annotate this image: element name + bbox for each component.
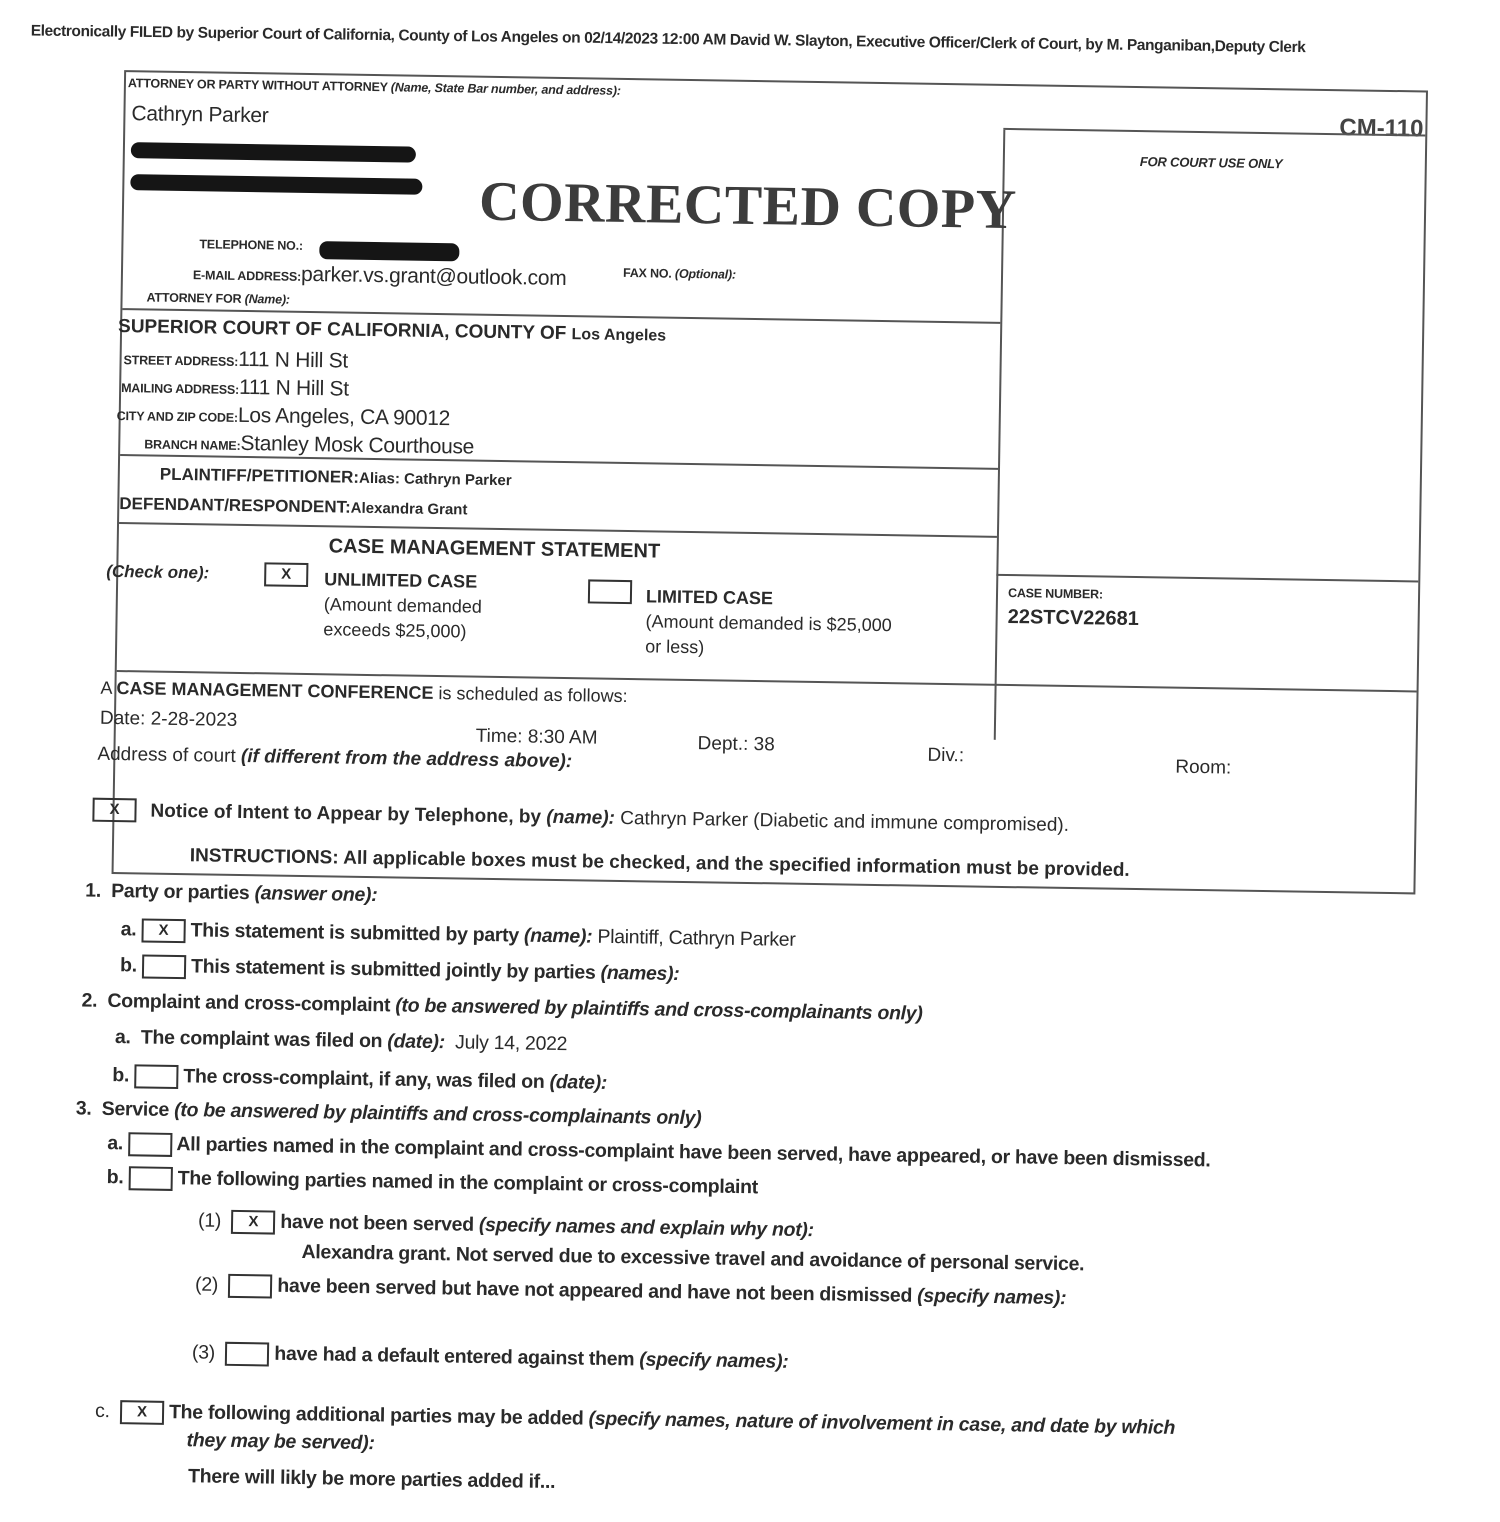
form-number: CM-110 [1339,114,1424,143]
unlimited-case-checkbox[interactable]: X [264,562,308,587]
complaint-filed-date: July 14, 2022 [454,1031,568,1056]
divider-parties-statement [119,522,997,538]
redacted-address-line-1 [131,142,416,162]
defendant-row: DEFENDANT/RESPONDENT:Alexandra Grant [119,494,468,519]
telephone-appearance-checkbox[interactable]: X [92,798,136,823]
instructions: INSTRUCTIONS: All applicable boxes must be checked, and the specified information must be provided. [189,845,1130,881]
statement-title: CASE MANAGEMENT STATEMENT [328,535,661,563]
telephone-label: TELEPHONE NO.: [199,237,303,253]
section-3b3-checkbox[interactable] [225,1342,269,1367]
street-address-row: STREET ADDRESS:111 N Hill St [123,347,349,373]
section-3c: c. X The following additional parties may be added (specify names, nature of involvement in case, and date by which [94,1399,1176,1439]
section-3c-checkbox[interactable]: X [120,1400,164,1425]
limited-case-option[interactable] [588,579,632,604]
telephone-appearance-option[interactable] [92,798,136,823]
section-3c-hint-continued: they may be served): [186,1429,375,1455]
section-3b1-value: Alexandra grant. Not served due to excessive travel and avoidance of personal service. [301,1240,1085,1276]
case-number-label: CASE NUMBER: [1007,586,1103,602]
case-number-value: 22STCV22681 [1007,606,1140,631]
section-3b3: (3) have had a default entered against them (specify names): [191,1341,789,1373]
case-number-top-border [996,574,1418,583]
telephone-appearance-label: Notice of Intent to Appear by Telephone, by (name): Cathryn Parker (Diabetic and immune compromised). [150,800,1070,836]
telephone-appearance-value: Cathryn Parker (Diabetic and immune compromised). [620,807,1070,836]
section-1a-checkbox[interactable]: X [141,918,185,943]
mailing-address-row: MAILING ADDRESS:111 N Hill St [121,375,349,401]
section-2b: b. The cross-complaint, if any, was filed on (date): [112,1064,608,1094]
unlimited-case-label: UNLIMITED CASE (Amount demanded exceeds $25,000) [323,569,483,642]
conference-div: Div.: [927,744,965,767]
section-1a: a. X This statement is submitted by party (name): Plaintiff, Cathryn Parker [120,918,796,951]
section-2b-checkbox[interactable] [134,1064,178,1089]
limited-case-checkbox[interactable] [588,579,632,604]
conference-room: Room: [1175,756,1232,779]
redacted-telephone [319,241,459,261]
conference-intro: A CASE MANAGEMENT CONFERENCE is scheduled as follows: [100,677,628,707]
fax-label: FAX NO. (Optional): [622,265,737,282]
section-1b-checkbox[interactable] [142,954,186,979]
section-2a: a. The complaint was filed on (date): July 14, 2022 [114,1026,568,1056]
section-3a-checkbox[interactable] [128,1132,172,1157]
attorney-name: Cathryn Parker [131,102,269,128]
corrected-copy-stamp: CORRECTED COPY [478,170,1018,242]
section-3a: a. All parties named in the complaint and cross-complaint have been served, have appeared, or have been dismissed. [107,1132,1211,1172]
address-of-court: Address of court (if different from the address above): [97,743,573,773]
court-use-label: FOR COURT USE ONLY [1139,154,1283,172]
check-one-label: (Check one): [106,561,210,583]
electronic-filing-notice: Electronically FILED by Superior Court of California, County of Los Angeles on 02/14/2023 12:00 AM David W. Slayton, Executive Officer/Clerk of Court, by M. Panganiban,Deputy Clerk [30,22,1306,57]
city-zip-row: CITY AND ZIP CODE:Los Angeles, CA 90012 [116,403,451,431]
conference-dept: Dept.: 38 [697,733,775,756]
section-2-heading: 2. Complaint and cross-complaint (to be answered by plaintiffs and cross-complainants only) [81,989,923,1025]
section-3b-checkbox[interactable] [128,1166,172,1191]
redacted-address-line-2 [130,174,422,195]
branch-name-row: BRANCH NAME:Stanley Mosk Courthouse [144,431,475,459]
plaintiff-row: PLAINTIFF/PETITIONER:Alias: Cathryn Parker [159,464,512,490]
section-3b2-checkbox[interactable] [228,1274,272,1299]
section-1b: b. This statement is submitted jointly by parties (names): [119,954,680,986]
conference-time: Time: 8:30 AM [475,725,598,749]
section-3c-value: There will likly be more parties added if... [187,1465,556,1494]
attorney-label: ATTORNEY OR PARTY WITHOUT ATTORNEY (Name, State Bar number, and address): [127,76,621,98]
section-3b: b. The following parties named in the complaint or cross-complaint [106,1166,759,1199]
email-value: parker.vs.grant@outlook.com [300,262,567,291]
court-title: SUPERIOR COURT OF CALIFORNIA, COUNTY OF Los Angeles [117,316,667,345]
section-1a-value: Plaintiff, Cathryn Parker [597,925,796,951]
section-3b2: (2) have been served but have not appeared and have not been dismissed (specify names): [194,1273,1067,1310]
unlimited-case-option[interactable] [264,562,308,587]
email-row: E-MAIL ADDRESS:parker.vs.grant@outlook.com [192,262,567,291]
section-3-heading: 3. Service (to be answered by plaintiffs and cross-complainants only) [75,1097,702,1130]
attorney-for-label: ATTORNEY FOR (Name): [146,290,290,307]
section-3b1: (1) X have not been served (specify names and explain why not): [197,1209,814,1242]
conference-date: Date: 2-28-2023 [99,707,238,731]
section-1-heading: 1. Party or parties (answer one): [85,879,378,907]
limited-case-label: LIMITED CASE (Amount demanded is $25,000 or less) [645,586,892,658]
section-3b1-checkbox[interactable]: X [231,1210,275,1235]
court-use-top-border [1003,128,1425,137]
